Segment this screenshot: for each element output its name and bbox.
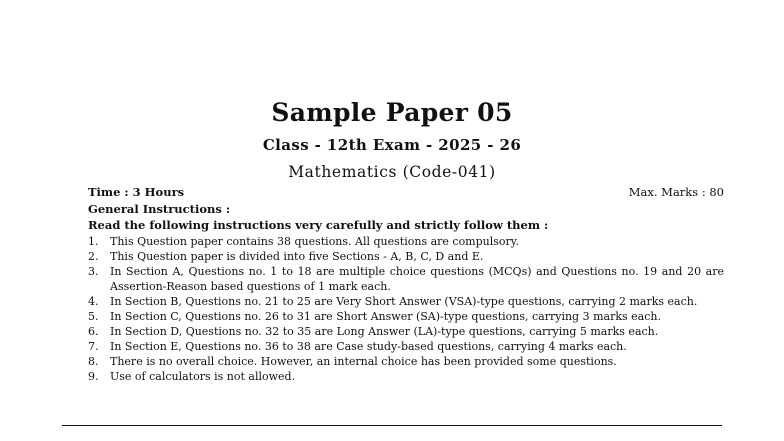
instruction-item: [88, 294, 724, 309]
page-title: Sample Paper 05: [271, 98, 513, 127]
time-label: Time : 3 Hours: [88, 185, 185, 199]
instruction-item: [88, 354, 724, 369]
bottom-divider: [62, 425, 722, 426]
instruction-text: Use of calculators is not allowed.: [110, 370, 296, 383]
instruction-item: [88, 264, 724, 294]
instruction-item: [88, 369, 724, 384]
instruction-number: 7.: [88, 340, 99, 353]
subject-heading: Mathematics (Code-041): [288, 163, 496, 181]
instruction-item: [88, 234, 724, 249]
instruction-number: 5.: [88, 310, 99, 323]
instruction-number: 2.: [88, 250, 99, 263]
instruction-number: 6.: [88, 325, 99, 338]
instruction-text: This Question paper is divided into five Sections - A, B, C, D and E.: [110, 250, 484, 263]
instruction-text: This Question paper contains 38 questions. All questions are compulsory.: [110, 235, 520, 248]
read-instructions-line: Read the following instructions very carefully and strictly follow them :: [88, 218, 549, 232]
time-marks-row: [88, 185, 724, 199]
instructions-list: [88, 234, 724, 384]
instruction-text: In Section B, Questions no. 21 to 25 are Very Short Answer (VSA)-type questions, carrying 2 marks each.: [110, 295, 698, 308]
instruction-item: [88, 249, 724, 264]
instruction-number: 3.: [88, 265, 99, 278]
instruction-number: 1.: [88, 235, 99, 248]
instruction-item: [88, 324, 724, 339]
instruction-number: 4.: [88, 295, 99, 308]
general-instructions-heading: General Instructions :: [88, 202, 231, 216]
instruction-text: In Section D, Questions no. 32 to 35 are Long Answer (LA)-type questions, carrying 5 marks each.: [110, 325, 659, 338]
instruction-item: [88, 309, 724, 324]
instruction-text: In Section C, Questions no. 26 to 31 are Short Answer (SA)-type questions, carrying 3 marks each.: [110, 310, 661, 323]
instruction-item: [88, 339, 724, 354]
instruction-number: 9.: [88, 370, 99, 383]
instruction-text: In Section E, Questions no. 36 to 38 are Case study-based questions, carrying 4 marks each.: [110, 340, 627, 353]
instruction-number: 8.: [88, 355, 99, 368]
max-marks-label: Max. Marks : 80: [628, 185, 724, 199]
instruction-text: In Section A, Questions no. 1 to 18 are multiple choice questions (MCQs) and Questions no. 19 and 20 are Assertion-Reason based questions of 1 mark each.: [110, 265, 724, 293]
instruction-text: There is no overall choice. However, an internal choice has been provided some questions.: [110, 355, 617, 368]
class-exam-subtitle: Class - 12th Exam - 2025 - 26: [262, 136, 522, 154]
